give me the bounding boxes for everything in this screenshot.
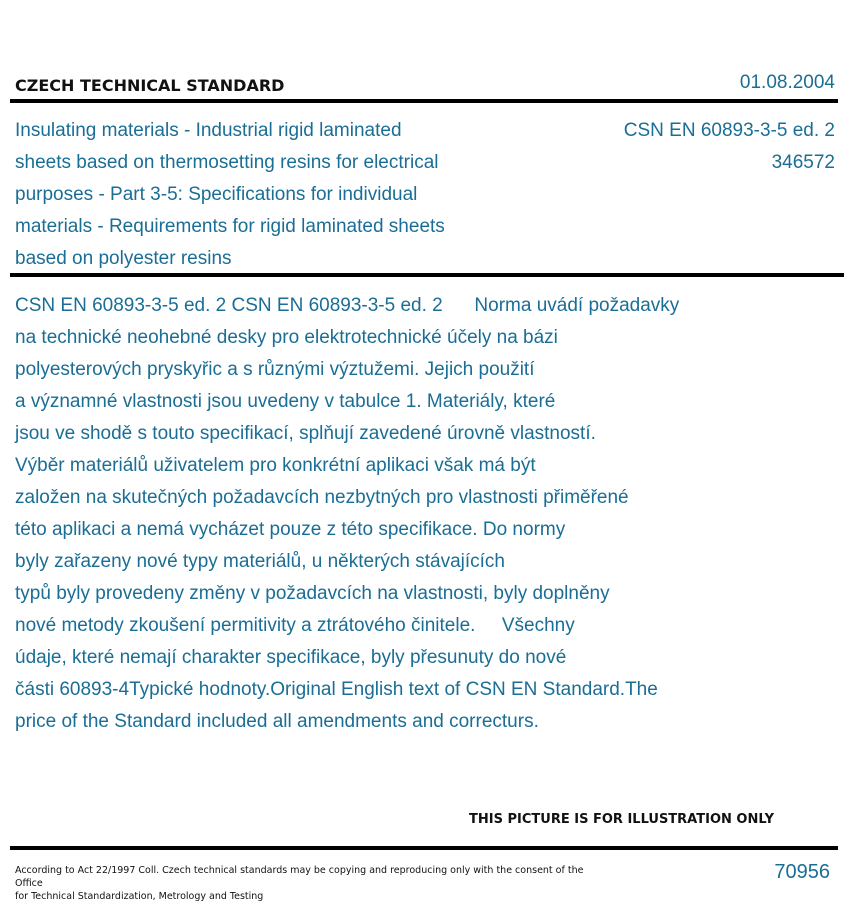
body-line: Výběr materiálů uživatelem pro konkrétní aplikaci však má být [15, 455, 536, 476]
body-line: a významné vlastnosti jsou uvedeny v tabulce 1. Materiály, které [15, 391, 556, 412]
body-line: nové metody zkoušení permitivity a ztrátového činitele. Všechny [15, 615, 575, 636]
body-line: byly zařazeny nové typy materiálů, u některých stávajících [15, 551, 506, 572]
title-rule [10, 273, 844, 277]
title-line: Insulating materials - Industrial rigid laminated [15, 120, 402, 141]
doc-header-label: CZECH TECHNICAL STANDARD [15, 76, 285, 95]
footer-rule [10, 846, 838, 850]
body-line: typů byly provedeny změny v požadavcích na vlastnosti, byly doplněny [15, 583, 610, 604]
body-line: CSN EN 60893-3-5 ed. 2 CSN EN 60893-3-5 ed. 2 Norma uvádí požadavky [15, 295, 680, 316]
legal-line: for Technical Standardization, Metrology and Testing [15, 891, 264, 902]
abstract-body [15, 290, 775, 738]
body-line: na technické neohebné desky pro elektrotechnické účely na bázi [15, 327, 558, 348]
catalog-number: 346572 [771, 152, 835, 173]
body-line: polyesterových pryskyřic a s různými výztužemi. Jejich použití [15, 359, 535, 380]
body-line: price of the Standard included all amendments and correcturs. [15, 711, 539, 732]
standard-title [15, 115, 515, 275]
document-id: 70956 [774, 861, 830, 883]
title-line: materials - Requirements for rigid laminated sheets [15, 216, 445, 237]
legal-notice [15, 864, 595, 903]
legal-line: According to Act 22/1997 Coll. Czech technical standards may be copying and reproducing only with the consent of the Office [15, 865, 584, 889]
header-rule [10, 99, 838, 103]
doc-date: 01.08.2004 [739, 72, 835, 93]
title-line: based on polyester resins [15, 248, 232, 269]
body-line: založen na skutečných požadavcích nezbytných pro vlastnosti přiměřené [15, 487, 629, 508]
body-line: této aplikaci a nemá vycházet pouze z této specifikace. Do normy [15, 519, 566, 540]
body-line: jsou ve shodě s touto specifikací, splňují zavedené úrovně vlastností. [15, 423, 596, 444]
title-line: purposes - Part 3-5: Specifications for individual [15, 184, 418, 205]
standard-id-block [624, 115, 835, 179]
body-line: části 60893-4Typické hodnoty.Original English text of CSN EN Standard.The [15, 679, 658, 700]
body-line: údaje, které nemají charakter specifikace, byly přesunuty do nové [15, 647, 567, 668]
title-line: sheets based on thermosetting resins for electrical [15, 152, 439, 173]
standard-code: CSN EN 60893-3-5 ed. 2 [623, 120, 835, 141]
illustration-note: THIS PICTURE IS FOR ILLUSTRATION ONLY [469, 812, 774, 827]
